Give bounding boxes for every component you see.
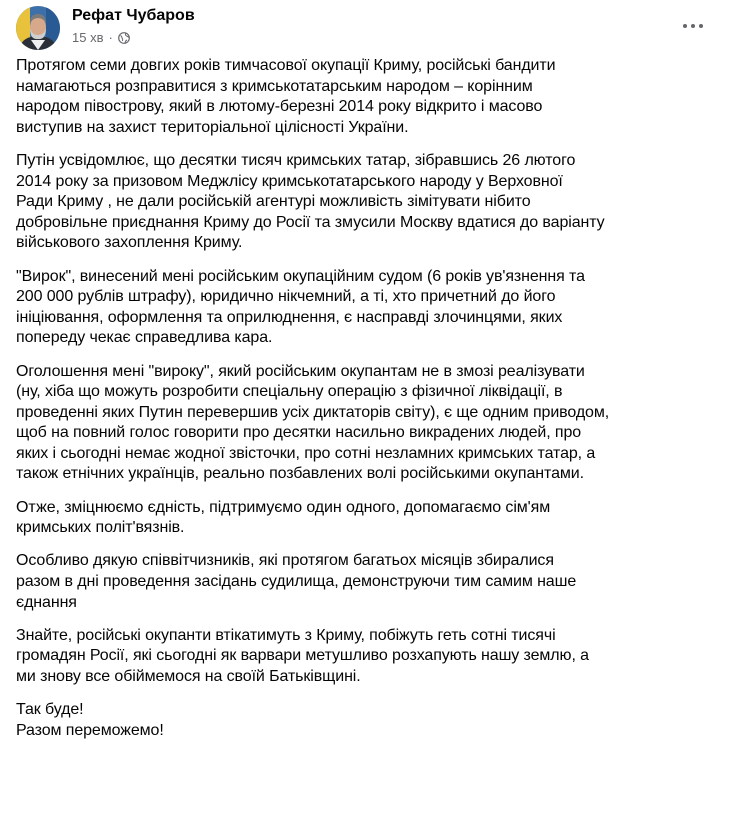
globe-icon [118, 32, 130, 44]
post-paragraph: Особливо дякую співвітчизників, які протягом багатьох місяців збиралися разом в дні проведення засідань судилища, демонструючи тим самим наше єднання [16, 552, 577, 611]
avatar[interactable] [16, 6, 60, 50]
author-name[interactable]: Рефат Чубаров [72, 7, 195, 24]
post-paragraph: Отже, зміцнюємо єдність, підтримуємо один одного, допомагаємо сім'ям кримських політ'вязнів. [16, 498, 551, 537]
post-paragraph: Путін усвідомлює, що десятки тисяч кримських татар, зібравшись 26 лютого 2014 року за призовом Меджлісу кримськотатарського народу у Верховної Ради Криму , не дали російській агентурі можливість зімітувати нібито добровільне приєднання Криму до Росії та змусили Москву вдатися до варіанту військового захоплення Криму. [16, 151, 605, 252]
post-paragraph: Оголошення мені "вироку", який російським окупантам не в змозі реалізувати (ну, хіба що можуть розробити спеціальну операцію з фізичної ліквідації, в проведенні яких Путин перевершив усіх диктаторів світу), є ще одним приводом, щоб на повний голос говорити про десятки насильно викрадених людей, про яких і сьогодні немає жодної звісточки, про сотні незламних кримських татар, а також етнічних українців, реально позбавлених волі російськими окупантами. [16, 362, 610, 483]
post-text [16, 56, 716, 754]
post-paragraph: Протягом семи довгих років тимчасової окупації Криму, російські бандити намагаються розправитися з кримськотатарським народом – корінним народом півострову, який в лютому-березні 2014 року відкрито і масово виступив на захист територіальної цілісності України. [16, 57, 556, 136]
meta-separator: · [108, 30, 113, 45]
post-meta [72, 30, 130, 46]
more-options-button[interactable] [675, 8, 711, 44]
avatar-photo [16, 6, 60, 50]
post-paragraph: Так буде! Разом переможемо! [16, 701, 164, 739]
post-timestamp[interactable]: 15 хв [72, 30, 104, 45]
post-paragraph: "Вирок", винесений мені російським окупаційним судом (6 років ув'язнення та 200 000 рублів штрафу), юридично нікчемний, а ті, хто причетний до його ініціювання, оформлення та оприлюднення, є насправді злочинцями, яких попереду чекає справедлива кара. [16, 267, 585, 347]
post-header [16, 6, 713, 50]
post-paragraph: Знайте, російські окупанти втікатимуть з Криму, побіжуть геть сотні тисячі громадян Росії, які сьогодні як варвари метушливо розхапують нашу землю, а ми знову все обіймемося на своїй Батьківщині. [16, 626, 589, 685]
more-options-icon [681, 24, 705, 28]
